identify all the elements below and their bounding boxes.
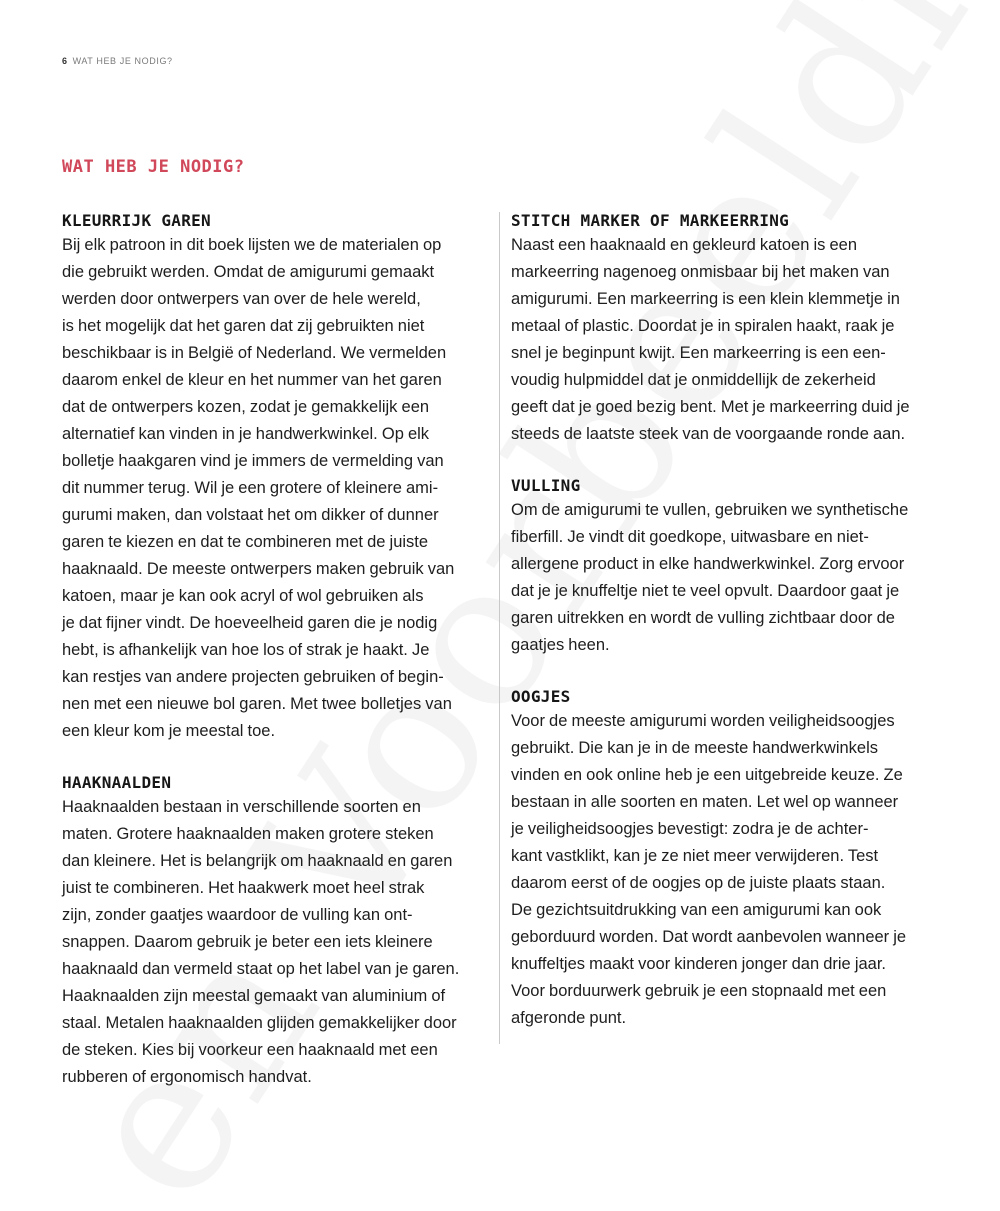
text-line: staal. Metalen haaknaalden glijden gemakkelijker door bbox=[62, 1014, 457, 1032]
text-line: haaknaald. De meeste ontwerpers maken gebruik van bbox=[62, 560, 455, 578]
section-body bbox=[511, 497, 945, 659]
text-line: is het mogelijk dat het garen dat zij gebruikten niet bbox=[62, 317, 425, 335]
text-line: garen te kiezen en dat te combineren met de juiste bbox=[62, 533, 429, 551]
text-line: rubberen of ergonomisch handvat. bbox=[62, 1068, 312, 1086]
text-line: gurumi maken, dan volstaat het om dikker of dunner bbox=[62, 506, 439, 524]
page-number: 6 bbox=[62, 56, 68, 66]
text-line: alternatief kan vinden in je handwerkwinkel. Op elk bbox=[62, 425, 430, 443]
text-line: geborduurd worden. Dat wordt aanbevolen wanneer je bbox=[511, 928, 907, 946]
text-line: maten. Grotere haaknaalden maken grotere steken bbox=[62, 825, 434, 843]
text-line: metaal of plastic. Doordat je in spiralen haakt, raak je bbox=[511, 317, 895, 335]
text-line: bestaan in alle soorten en maten. Let wel op wanneer bbox=[511, 793, 899, 811]
section-heading: HAAKNAALDEN bbox=[62, 773, 172, 792]
text-line: nen met een nieuwe bol garen. Met twee bolletjes van bbox=[62, 695, 452, 713]
text-line: Naast een haaknaald en gekleurd katoen is een bbox=[511, 236, 858, 254]
section-heading: KLEURRIJK GAREN bbox=[62, 211, 211, 230]
section-oogjes bbox=[511, 686, 945, 1032]
text-line: kant vastklikt, kan je ze niet meer verwijderen. Test bbox=[511, 847, 879, 865]
text-line: allergene product in elke handwerkwinkel. Zorg ervoor bbox=[511, 555, 905, 573]
page-title: WAT HEB JE NODIG? bbox=[62, 157, 245, 177]
text-line: Haaknaalden zijn meestal gemaakt van aluminium of bbox=[62, 987, 446, 1005]
section-stitch-marker bbox=[511, 210, 945, 448]
text-line: zijn, zonder gaatjes waardoor de vulling kan ont- bbox=[62, 906, 413, 924]
section-heading: VULLING bbox=[511, 476, 581, 495]
text-line: die gebruikt werden. Omdat de amigurumi gemaakt bbox=[62, 263, 435, 281]
section-heading: OOGJES bbox=[511, 687, 571, 706]
text-line: bolletje haakgaren vind je immers de vermelding van bbox=[62, 452, 444, 470]
text-line: Haaknaalden bestaan in verschillende soorten en bbox=[62, 798, 421, 816]
section-body bbox=[511, 708, 945, 1032]
text-line: daarom enkel de kleur en het nummer van het garen bbox=[62, 371, 442, 389]
text-line: je dat fijner vindt. De hoeveelheid garen die je nodig bbox=[62, 614, 438, 632]
text-line: dit nummer terug. Wil je een grotere of kleinere ami- bbox=[62, 479, 439, 497]
text-line: werden door ontwerpers van over de hele wereld, bbox=[62, 290, 421, 308]
text-line: de steken. Kies bij voorkeur een haaknaald met een bbox=[62, 1041, 438, 1059]
text-line: fiberfill. Je vindt dit goedkope, uitwasbare en niet- bbox=[511, 528, 869, 546]
text-line: voudig hulpmiddel dat je onmiddellijk de zekerheid bbox=[511, 371, 876, 389]
text-line: knuffeltjes maakt voor kinderen jonger dan drie jaar. bbox=[511, 955, 887, 973]
text-line: gebruikt. Die kan je in de meeste handwerkwinkels bbox=[511, 739, 879, 757]
column-divider bbox=[499, 212, 500, 1044]
text-line: Voor borduurwerk gebruik je een stopnaald met een bbox=[511, 982, 887, 1000]
text-line: katoen, maar je kan ook acryl of wol gebruiken als bbox=[62, 587, 424, 605]
text-line: kan restjes van andere projecten gebruiken of begin- bbox=[62, 668, 444, 686]
section-body bbox=[62, 794, 487, 1091]
text-line: Voor de meeste amigurumi worden veiligheidsoogjes bbox=[511, 712, 895, 730]
text-line: je veiligheidsoogjes bevestigt: zodra je de achter- bbox=[511, 820, 869, 838]
text-line: daarom eerst of de oogjes op de juiste plaats staan. bbox=[511, 874, 886, 892]
text-line: vinden en ook online heb je een uitgebreide keuze. Ze bbox=[511, 766, 903, 784]
text-line: amigurumi. Een markeerring is een klein klemmetje in bbox=[511, 290, 900, 308]
running-head bbox=[62, 56, 173, 66]
text-line: hebt, is afhankelijk van hoe los of strak je haakt. Je bbox=[62, 641, 430, 659]
text-line: steeds de laatste steek van de voorgaande ronde aan. bbox=[511, 425, 906, 443]
section-body bbox=[62, 232, 487, 745]
section-body bbox=[511, 232, 945, 448]
text-line: snappen. Daarom gebruik je beter een iets kleinere bbox=[62, 933, 433, 951]
text-line: garen uitrekken en wordt de vulling zichtbaar door de bbox=[511, 609, 895, 627]
section-kleurrijk-garen bbox=[62, 210, 487, 745]
section-haaknaalden bbox=[62, 772, 487, 1091]
section-vulling bbox=[511, 475, 945, 659]
text-line: beschikbaar is in België of Nederland. We vermelden bbox=[62, 344, 447, 362]
text-line: Bij elk patroon in dit boek lijsten we de materialen op bbox=[62, 236, 442, 254]
text-line: snel je beginpunt kwijt. Een markeerring is een een- bbox=[511, 344, 886, 362]
text-line: een kleur kom je meestal toe. bbox=[62, 722, 276, 740]
text-line: geeft dat je goed bezig bent. Met je markeerring duid je bbox=[511, 398, 910, 416]
text-line: markeerring nagenoeg onmisbaar bij het maken van bbox=[511, 263, 890, 281]
section-heading: STITCH MARKER OF MARKEERRING bbox=[511, 211, 790, 230]
text-line: dat de ontwerpers kozen, zodat je gemakkelijk een bbox=[62, 398, 430, 416]
text-line: De gezichtsuitdrukking van een amigurumi kan ook bbox=[511, 901, 882, 919]
text-line: dan kleinere. Het is belangrijk om haaknaald en garen bbox=[62, 852, 453, 870]
text-line: dat je je knuffeltje niet te veel opvult. Daardoor gaat je bbox=[511, 582, 900, 600]
left-column bbox=[62, 210, 487, 1118]
text-line: gaatjes heen. bbox=[511, 636, 610, 654]
text-line: haaknaald dan vermeld staat op het label van je garen. bbox=[62, 960, 460, 978]
text-line: Om de amigurumi te vullen, gebruiken we synthetische bbox=[511, 501, 909, 519]
text-line: juist te combineren. Het haakwerk moet heel strak bbox=[62, 879, 425, 897]
text-line: afgeronde punt. bbox=[511, 1009, 627, 1027]
right-column bbox=[511, 210, 945, 1059]
running-head-title: WAT HEB JE NODIG? bbox=[72, 56, 173, 66]
